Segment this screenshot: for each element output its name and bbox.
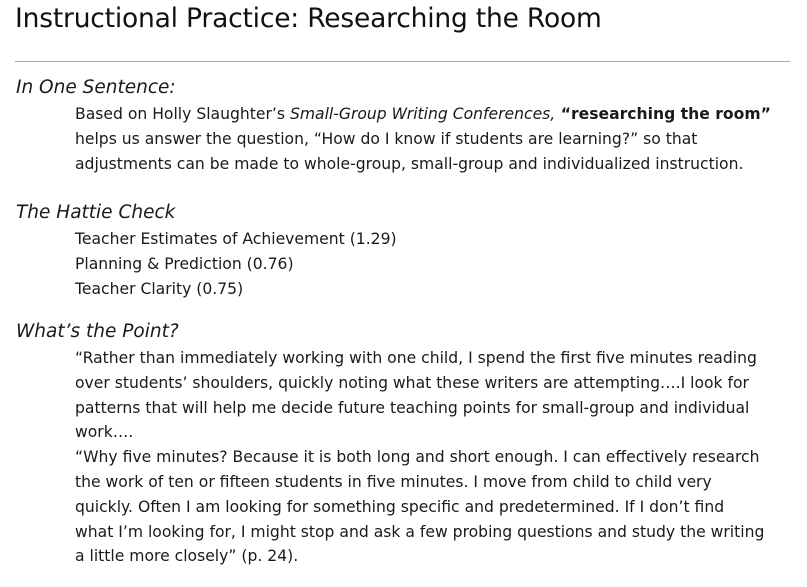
- page-title: Instructional Practice: Researching the Room: [15, 3, 602, 34]
- one-sentence-line-1: [75, 102, 800, 127]
- hattie-item: Planning & Prediction (0.76): [75, 254, 294, 273]
- source-work-title: Small-Group Writing Conferences,: [289, 105, 556, 123]
- hattie-item: Teacher Estimates of Achievement (1.29): [75, 230, 397, 248]
- one-sentence-line-3: adjustments can be made to whole-group, small-group and individualized instruction.: [75, 154, 744, 173]
- quote-2-line: quickly. Often I am looking for something specific and predetermined. If I don’t find: [75, 497, 725, 516]
- quote-1-line: work….: [75, 423, 134, 442]
- quote-2-line: “Why five minutes? Because it is both long and short enough. I can effectively research: [75, 448, 760, 467]
- quote-1-line: “Rather than immediately working with one child, I spend the first five minutes reading: [75, 349, 757, 367]
- quote-1-line: patterns that will help me decide future teaching points for small-group and individual: [75, 398, 750, 417]
- whats-the-point-body: [75, 346, 800, 569]
- quote-1-line: over students’ shoulders, quickly noting what these writers are attempting….I look for: [75, 373, 749, 392]
- one-sentence-prefix: Based on Holly Slaughter’s: [75, 105, 290, 123]
- section-heading-one-sentence: In One Sentence:: [16, 77, 176, 98]
- one-sentence-body: [75, 102, 800, 176]
- title-divider: [15, 61, 790, 62]
- hattie-item: Teacher Clarity (0.75): [75, 279, 244, 298]
- section-heading-hattie-check: The Hattie Check: [16, 202, 176, 223]
- quote-2-line: a little more closely” (p. 24).: [75, 547, 299, 566]
- quote-2-line: what I’m looking for, I might stop and ask a few probing questions and study the writing: [75, 522, 765, 541]
- hattie-check-list: [75, 227, 800, 301]
- section-heading-whats-the-point: What’s the Point?: [16, 321, 179, 342]
- quote-2-line: the work of ten or fifteen students in five minutes. I move from child to child very: [75, 472, 712, 491]
- one-sentence-line-2: helps us answer the question, “How do I know if students are learning?” so that: [75, 129, 698, 148]
- key-term: “researching the room”: [555, 105, 771, 123]
